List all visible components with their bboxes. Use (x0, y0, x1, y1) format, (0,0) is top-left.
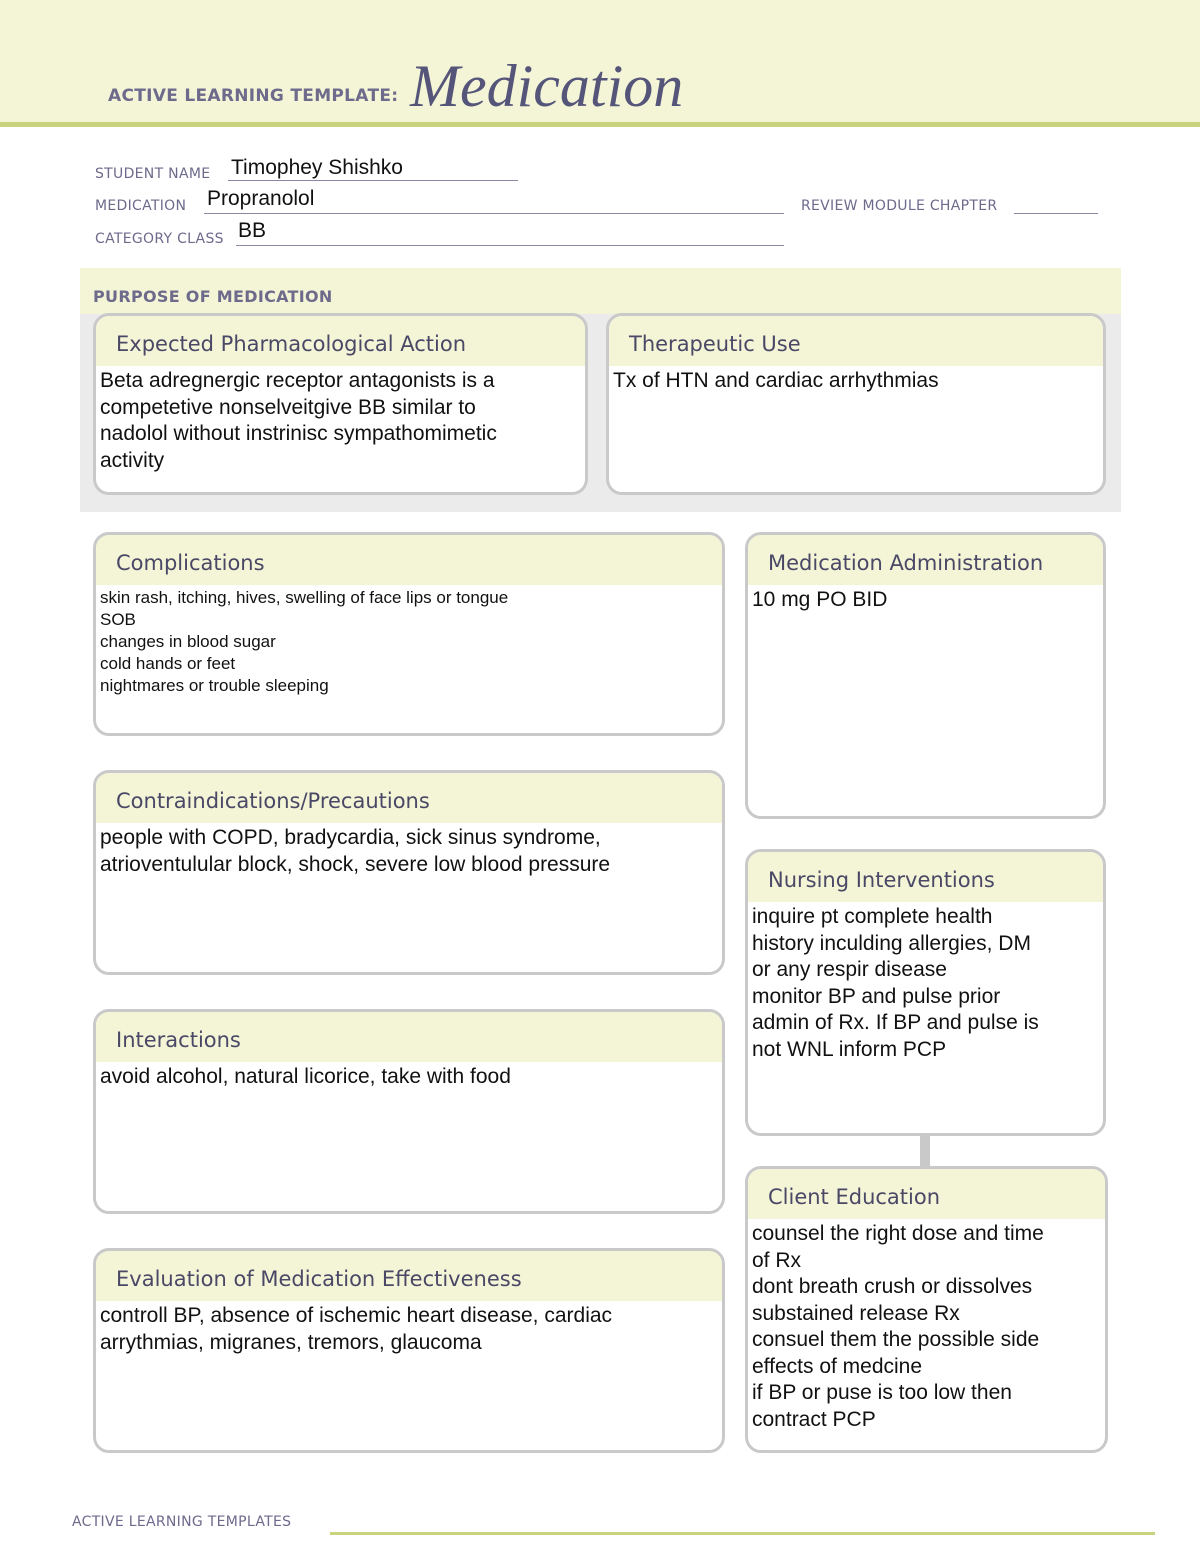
footer-label: ACTIVE LEARNING TEMPLATES (72, 1514, 292, 1530)
medication-administration-title: Medication Administration (748, 535, 1103, 585)
box-connector (920, 1134, 930, 1168)
expected-action-box (93, 313, 588, 495)
interactions-box (93, 1009, 725, 1214)
therapeutic-use-title: Therapeutic Use (609, 316, 1103, 366)
medication-label: MEDICATION (95, 198, 187, 214)
review-module-label: REVIEW MODULE CHAPTER (801, 198, 998, 214)
student-name-field[interactable]: Timophey Shishko (231, 156, 403, 179)
therapeutic-use-box (606, 313, 1106, 495)
evaluation-title: Evaluation of Medication Effectiveness (96, 1251, 722, 1301)
therapeutic-use-text[interactable]: Tx of HTN and cardiac arrhythmias (613, 369, 939, 392)
category-class-field[interactable]: BB (238, 219, 267, 242)
medication-administration-text[interactable]: 10 mg PO BID (752, 588, 888, 611)
nursing-interventions-box (745, 849, 1106, 1136)
evaluation-box (93, 1248, 725, 1453)
medication-administration-box (745, 532, 1106, 819)
complications-text[interactable]: skin rash, itching, hives, swelling of face lips or tongue SOB changes in blood sugar cold hands or feet nightmares or trouble sleeping (100, 588, 509, 695)
contraindications-box (93, 770, 725, 975)
purpose-label: PURPOSE OF MEDICATION (93, 287, 333, 306)
footer-divider (330, 1532, 1155, 1535)
category-class-line (236, 245, 784, 246)
nursing-interventions-title: Nursing Interventions (748, 852, 1103, 902)
nursing-interventions-text[interactable]: inquire pt complete health history inculding allergies, DM or any respir disease monitor BP and pulse prior admin of Rx. If BP and pulse is not WNL inform PCP (752, 905, 1039, 1061)
page-title: Medication (410, 53, 684, 119)
header-divider (0, 122, 1200, 127)
interactions-title: Interactions (96, 1012, 722, 1062)
client-education-box (745, 1166, 1108, 1453)
contraindications-text[interactable]: people with COPD, bradycardia, sick sinus syndrome, atrioventulular block, shock, severe low blood pressure (100, 826, 611, 876)
contraindications-title: Contraindications/Precautions (96, 773, 722, 823)
interactions-text[interactable]: avoid alcohol, natural licorice, take with food (100, 1065, 511, 1088)
evaluation-text[interactable]: controll BP, absence of ischemic heart disease, cardiac arrythmias, migranes, tremors, glaucoma (100, 1304, 613, 1354)
medication-field[interactable]: Propranolol (207, 187, 315, 210)
complications-box (93, 532, 725, 736)
client-education-title: Client Education (748, 1169, 1105, 1219)
template-label: ACTIVE LEARNING TEMPLATE: (108, 86, 399, 106)
expected-action-text[interactable]: Beta adregnergic receptor antagonists is a competetive nonselveitgive BB similar to nadolol without instrinisc sympathomimetic activity (100, 369, 497, 472)
category-class-label: CATEGORY CLASS (95, 231, 224, 247)
complications-title: Complications (96, 535, 722, 585)
review-module-line (1014, 213, 1098, 214)
student-name-label: STUDENT NAME (95, 166, 211, 182)
student-name-line (228, 180, 518, 181)
medication-line (204, 213, 784, 214)
client-education-text[interactable]: counsel the right dose and time of Rx dont breath crush or dissolves substained release Rx consuel them the possible side effects of medcine if BP or puse is too low then contract PCP (752, 1222, 1044, 1431)
expected-action-title: Expected Pharmacological Action (96, 316, 585, 366)
